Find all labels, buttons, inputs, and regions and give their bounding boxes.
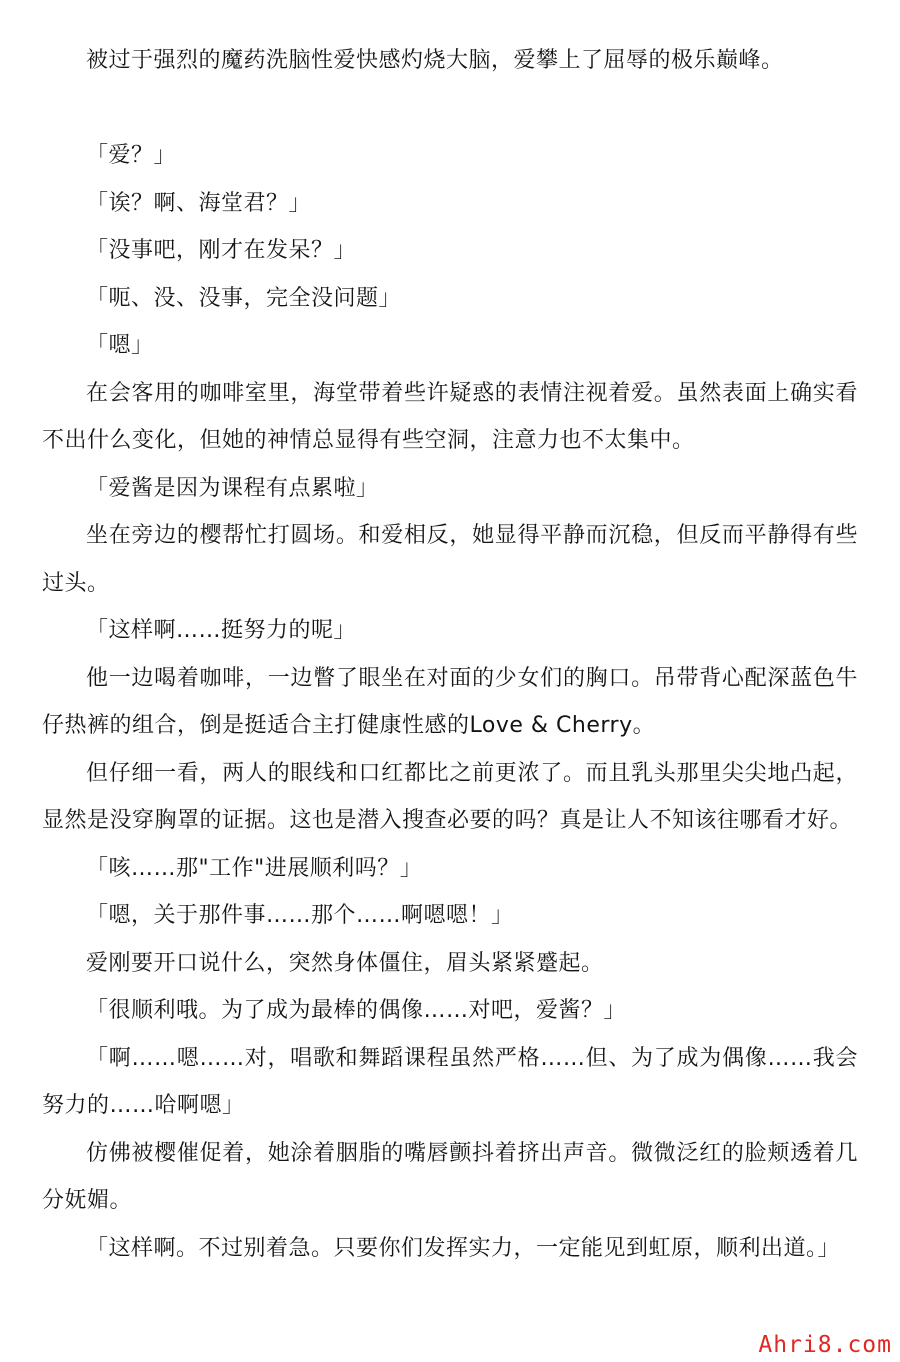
paragraph: 仿佛被樱催促着，她涂着胭脂的嘴唇颤抖着挤出声音。微微泛红的脸颊透着几分妩媚。	[42, 1140, 858, 1213]
paragraph: 他一边喝着咖啡，一边瞥了眼坐在对面的少女们的胸口。吊带背心配深蓝色牛仔热裤的组合，倒是挺适合主打健康性感的Love & Cherry。	[42, 665, 858, 738]
dialogue-line: 「诶？啊、海堂君？」	[86, 190, 312, 216]
dialogue-line: 「嗯，关于那件事……那个……啊嗯嗯！」	[86, 903, 514, 928]
dialogue-line: 「这样啊……挺努力的呢」	[86, 618, 357, 643]
paragraph: 坐在旁边的樱帮忙打圆场。和爱相反，她显得平静而沉稳，但反而平静得有些过头。	[42, 523, 858, 596]
dialogue-line: 「啊……嗯……对，唱歌和舞蹈课程虽然严格……但、为了成为偶像……我会努力的……哈啊嗯」	[42, 1045, 858, 1118]
site-watermark: Ahri8.com	[758, 1332, 892, 1358]
dialogue-line: 「这样啊。不过别着急。只要你们发挥实力，一定能见到虹原，顺利出道。」	[86, 1235, 841, 1261]
dialogue-line: 「爱酱是因为课程有点累啦」	[86, 475, 379, 501]
paragraph: 被过于强烈的魔药洗脑性爱快感灼烧大脑，爱攀上了屈辱的极乐巅峰。	[86, 48, 784, 73]
paragraph: 在会客用的咖啡室里，海堂带着些许疑惑的表情注视着爱。虽然表面上确实看不出什么变化，但她的神情总显得有些空洞，注意力也不太集中。	[42, 380, 858, 453]
paragraph: 爱刚要开口说什么，突然身体僵住，眉头紧紧蹙起。	[86, 950, 604, 976]
dialogue-line: 「没事吧，刚才在发呆？」	[86, 238, 357, 263]
dialogue-line: 「嗯」	[86, 333, 154, 358]
dialogue-line: 「咳……那"工作"进展顺利吗？」	[86, 855, 423, 881]
dialogue-line: 「爱？」	[86, 143, 177, 168]
novel-text-content	[42, 37, 858, 1272]
paragraph: 但仔细一看，两人的眼线和口红都比之前更浓了。而且乳头那里尖尖地凸起，显然是没穿胸罩的证据。这也是潜入搜查必要的吗？真是让人不知该往哪看才好。	[42, 760, 858, 833]
dialogue-line: 「很顺利哦。为了成为最棒的偶像……对吧，爱酱？」	[86, 998, 627, 1023]
dialogue-line: 「呃、没、没事，完全没问题」	[86, 285, 402, 311]
